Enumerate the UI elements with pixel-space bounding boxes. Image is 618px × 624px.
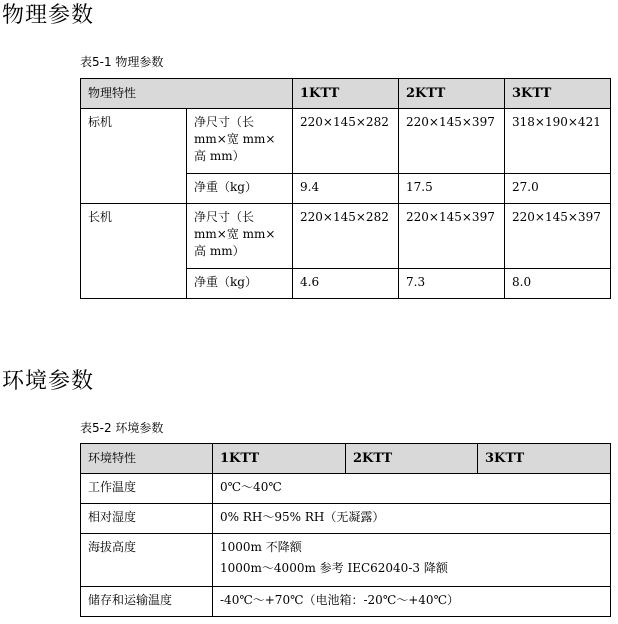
physical-header-2ktt: 2KTT bbox=[399, 79, 505, 109]
table-row bbox=[81, 204, 611, 269]
weight-value: 7.3 bbox=[399, 269, 505, 299]
group-name-long: 长机 bbox=[81, 204, 187, 299]
size-value: 220×145×397 bbox=[399, 204, 505, 269]
size-value: 220×145×397 bbox=[399, 109, 505, 174]
environment-header-2ktt: 2KTT bbox=[346, 444, 478, 474]
env-label: 相对湿度 bbox=[81, 504, 213, 534]
env-label: 工作温度 bbox=[81, 474, 213, 504]
weight-value: 27.0 bbox=[505, 174, 611, 204]
environment-header-1ktt: 1KTT bbox=[213, 444, 346, 474]
env-value: 0℃～40℃ bbox=[213, 474, 611, 504]
environment-table-caption: 表5-2 环境参数 bbox=[80, 421, 164, 435]
env-value bbox=[213, 534, 611, 587]
env-value-line: 1000m 不降额 bbox=[220, 540, 302, 554]
env-label: 储存和运输温度 bbox=[81, 587, 213, 617]
env-label: 海拔高度 bbox=[81, 534, 213, 587]
environment-table bbox=[80, 443, 611, 617]
size-value: 318×190×421 bbox=[505, 109, 611, 174]
physical-header-3ktt: 3KTT bbox=[505, 79, 611, 109]
table-row bbox=[81, 474, 611, 504]
env-value: 0% RH～95% RH（无凝露） bbox=[213, 504, 611, 534]
size-value: 220×145×282 bbox=[293, 204, 399, 269]
environment-section-title: 环境参数 bbox=[2, 369, 95, 394]
weight-value: 8.0 bbox=[505, 269, 611, 299]
weight-value: 17.5 bbox=[399, 174, 505, 204]
physical-header-feature: 物理特性 bbox=[81, 79, 293, 109]
weight-label: 净重（kg） bbox=[187, 269, 293, 299]
group-name-standard: 标机 bbox=[81, 109, 187, 204]
size-value: 220×145×282 bbox=[293, 109, 399, 174]
table-row bbox=[81, 587, 611, 617]
size-label: 净尺寸（长 mm×宽 mm×高 mm） bbox=[187, 204, 293, 269]
size-label: 净尺寸（长 mm×宽 mm×高 mm） bbox=[187, 109, 293, 174]
physical-table-caption: 表5-1 物理参数 bbox=[80, 55, 164, 69]
table-row bbox=[81, 504, 611, 534]
weight-value: 9.4 bbox=[293, 174, 399, 204]
physical-section-title: 物理参数 bbox=[2, 3, 95, 28]
environment-header-feature: 环境特性 bbox=[81, 444, 213, 474]
env-value: -40℃～+70℃（电池箱：-20℃～+40℃） bbox=[213, 587, 611, 617]
table-row bbox=[81, 534, 611, 587]
physical-header-row bbox=[81, 79, 611, 109]
env-value-line: 1000m～4000m 参考 IEC62040-3 降额 bbox=[220, 561, 448, 575]
physical-table bbox=[80, 78, 611, 299]
physical-header-1ktt: 1KTT bbox=[293, 79, 399, 109]
weight-label: 净重（kg） bbox=[187, 174, 293, 204]
environment-header-3ktt: 3KTT bbox=[478, 444, 611, 474]
environment-header-row bbox=[81, 444, 611, 474]
size-value: 220×145×397 bbox=[505, 204, 611, 269]
weight-value: 4.6 bbox=[293, 269, 399, 299]
table-row bbox=[81, 109, 611, 174]
